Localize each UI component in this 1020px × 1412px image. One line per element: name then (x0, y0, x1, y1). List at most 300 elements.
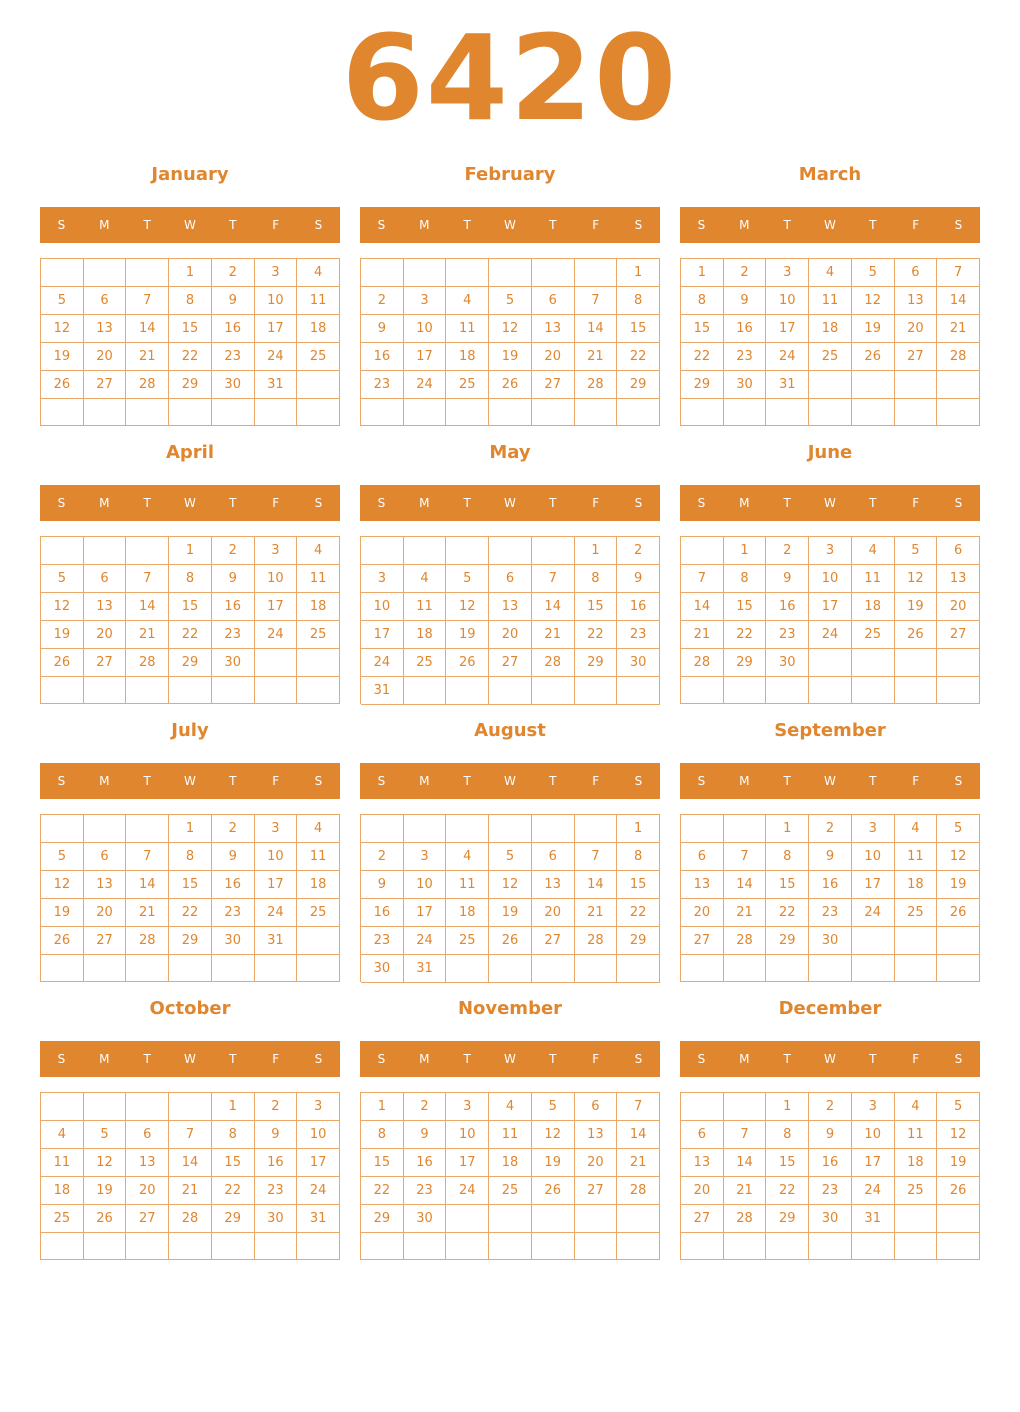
weekday-label: T (143, 218, 151, 232)
day-cell: 15 (169, 871, 212, 899)
day-cell: 8 (361, 1121, 404, 1149)
empty-cell (126, 259, 169, 287)
day-cell: 17 (766, 315, 809, 343)
day-cell: 27 (84, 371, 127, 399)
empty-cell (212, 955, 255, 982)
day-cell: 19 (489, 899, 532, 927)
empty-cell (766, 955, 809, 982)
empty-cell (169, 677, 212, 704)
empty-cell (681, 1233, 724, 1260)
weekday-label: F (912, 774, 920, 788)
day-cell: 22 (766, 1177, 809, 1205)
day-cell: 3 (766, 259, 809, 287)
day-cell: 2 (255, 1093, 298, 1121)
day-cell: 17 (809, 593, 852, 621)
month-name: February (464, 164, 556, 185)
day-cell: 19 (852, 315, 895, 343)
empty-cell (489, 537, 532, 565)
day-cell: 5 (937, 1093, 980, 1121)
day-grid (680, 814, 980, 982)
day-cell: 9 (809, 843, 852, 871)
day-cell: 13 (681, 871, 724, 899)
day-cell: 19 (84, 1177, 127, 1205)
day-cell: 27 (895, 343, 938, 371)
day-cell: 7 (724, 1121, 767, 1149)
day-cell: 6 (575, 1093, 618, 1121)
day-cell: 28 (169, 1205, 212, 1233)
weekday-label: T (229, 496, 237, 510)
day-cell: 28 (126, 927, 169, 955)
weekday-label: T (783, 218, 791, 232)
day-cell: 15 (169, 593, 212, 621)
weekday-header (680, 1041, 980, 1077)
month-name: January (151, 164, 229, 185)
weekday-label: S (314, 218, 323, 232)
day-cell: 28 (126, 371, 169, 399)
day-cell: 15 (361, 1149, 404, 1177)
day-cell: 20 (532, 899, 575, 927)
day-cell: 25 (41, 1205, 84, 1233)
day-cell: 14 (126, 871, 169, 899)
day-cell: 1 (169, 259, 212, 287)
day-cell: 3 (852, 815, 895, 843)
day-cell: 25 (852, 621, 895, 649)
weekday-label: M (739, 218, 750, 232)
day-cell: 15 (766, 1149, 809, 1177)
day-cell: 26 (532, 1177, 575, 1205)
weekday-label: S (954, 218, 963, 232)
day-cell: 24 (255, 621, 298, 649)
day-cell: 26 (937, 1177, 980, 1205)
day-cell: 13 (575, 1121, 618, 1149)
day-cell: 2 (212, 815, 255, 843)
day-cell: 2 (361, 843, 404, 871)
weekday-label: S (697, 496, 706, 510)
weekday-label: T (549, 774, 557, 788)
empty-cell (895, 677, 938, 704)
weekday-label: S (954, 1052, 963, 1066)
weekday-label: F (272, 218, 280, 232)
day-cell: 26 (41, 649, 84, 677)
day-cell: 15 (575, 593, 618, 621)
empty-cell (575, 677, 618, 705)
empty-cell (489, 955, 532, 983)
weekday-label: S (697, 774, 706, 788)
empty-cell (766, 677, 809, 704)
day-cell: 21 (169, 1177, 212, 1205)
weekday-label: M (419, 774, 430, 788)
day-cell: 29 (617, 927, 660, 955)
weekday-label: T (869, 496, 877, 510)
day-cell: 18 (852, 593, 895, 621)
empty-cell (852, 677, 895, 704)
weekday-label: S (954, 774, 963, 788)
weekday-label: W (824, 218, 836, 232)
weekday-label: S (697, 1052, 706, 1066)
empty-cell (724, 1093, 767, 1121)
day-cell: 15 (169, 315, 212, 343)
empty-cell (937, 371, 980, 399)
day-cell: 3 (446, 1093, 489, 1121)
day-cell: 1 (361, 1093, 404, 1121)
empty-cell (404, 259, 447, 287)
weekday-label: W (824, 1052, 836, 1066)
empty-cell (84, 1093, 127, 1121)
empty-cell (255, 649, 298, 677)
day-cell: 27 (532, 927, 575, 955)
empty-cell (212, 399, 255, 426)
day-cell: 30 (809, 927, 852, 955)
day-cell: 9 (404, 1121, 447, 1149)
weekday-label: S (314, 774, 323, 788)
day-cell: 16 (617, 593, 660, 621)
day-cell: 22 (766, 899, 809, 927)
day-cell: 18 (297, 871, 340, 899)
day-cell: 9 (255, 1121, 298, 1149)
day-cell: 12 (41, 315, 84, 343)
day-cell: 25 (895, 1177, 938, 1205)
empty-cell (575, 1205, 618, 1233)
day-cell: 12 (84, 1149, 127, 1177)
empty-cell (681, 955, 724, 982)
empty-cell (212, 677, 255, 704)
weekday-label: T (869, 218, 877, 232)
empty-cell (255, 677, 298, 704)
day-grid (40, 536, 340, 704)
day-cell: 10 (404, 871, 447, 899)
weekday-header (40, 485, 340, 521)
day-cell: 8 (766, 1121, 809, 1149)
weekday-label: W (504, 1052, 516, 1066)
empty-cell (532, 259, 575, 287)
weekday-label: S (314, 1052, 323, 1066)
weekday-label: W (184, 218, 196, 232)
day-cell: 31 (361, 677, 404, 705)
empty-cell (446, 1233, 489, 1260)
empty-cell (404, 677, 447, 705)
day-cell: 4 (852, 537, 895, 565)
day-cell: 7 (937, 259, 980, 287)
weekday-label: W (184, 1052, 196, 1066)
weekday-label: F (592, 496, 600, 510)
empty-cell (84, 677, 127, 704)
weekday-label: S (377, 218, 386, 232)
empty-cell (489, 677, 532, 705)
day-cell: 4 (297, 537, 340, 565)
day-cell: 4 (895, 1093, 938, 1121)
month-name: June (807, 442, 853, 463)
day-cell: 26 (84, 1205, 127, 1233)
day-cell: 29 (575, 649, 618, 677)
day-cell: 16 (809, 1149, 852, 1177)
weekday-label: F (592, 218, 600, 232)
day-cell: 22 (617, 899, 660, 927)
empty-cell (489, 1233, 532, 1260)
day-cell: 14 (532, 593, 575, 621)
day-cell: 17 (404, 343, 447, 371)
day-cell: 25 (895, 899, 938, 927)
day-cell: 28 (724, 1205, 767, 1233)
empty-cell (809, 955, 852, 982)
day-cell: 12 (489, 871, 532, 899)
day-cell: 15 (724, 593, 767, 621)
empty-cell (446, 259, 489, 287)
day-cell: 15 (617, 315, 660, 343)
day-cell: 9 (212, 565, 255, 593)
day-cell: 18 (489, 1149, 532, 1177)
day-cell: 24 (809, 621, 852, 649)
day-cell: 30 (766, 649, 809, 677)
day-cell: 6 (681, 843, 724, 871)
day-cell: 3 (255, 537, 298, 565)
day-cell: 21 (681, 621, 724, 649)
empty-cell (126, 815, 169, 843)
weekday-label: T (549, 1052, 557, 1066)
weekday-label: F (272, 774, 280, 788)
weekday-header (360, 485, 660, 521)
day-cell: 11 (297, 843, 340, 871)
day-cell: 26 (852, 343, 895, 371)
day-cell: 29 (169, 371, 212, 399)
day-cell: 16 (361, 343, 404, 371)
empty-cell (809, 677, 852, 704)
day-cell: 7 (617, 1093, 660, 1121)
day-cell: 23 (809, 899, 852, 927)
day-cell: 24 (361, 649, 404, 677)
empty-cell (575, 1233, 618, 1260)
weekday-label: S (377, 1052, 386, 1066)
day-cell: 7 (126, 287, 169, 315)
weekday-label: W (824, 774, 836, 788)
weekday-label: S (377, 774, 386, 788)
weekday-header (360, 1041, 660, 1077)
weekday-label: T (463, 1052, 471, 1066)
empty-cell (126, 677, 169, 704)
day-cell: 2 (766, 537, 809, 565)
weekday-label: T (463, 218, 471, 232)
day-cell: 9 (724, 287, 767, 315)
empty-cell (895, 649, 938, 677)
month-name: May (489, 442, 531, 463)
weekday-label: S (57, 1052, 66, 1066)
empty-cell (41, 259, 84, 287)
empty-cell (766, 399, 809, 426)
weekday-label: S (954, 496, 963, 510)
day-cell: 12 (41, 871, 84, 899)
weekday-label: M (739, 496, 750, 510)
day-cell: 21 (575, 343, 618, 371)
day-cell: 25 (297, 899, 340, 927)
day-cell: 23 (212, 343, 255, 371)
day-cell: 14 (575, 315, 618, 343)
day-cell: 10 (297, 1121, 340, 1149)
day-cell: 10 (255, 565, 298, 593)
day-cell: 27 (84, 649, 127, 677)
day-cell: 21 (126, 899, 169, 927)
empty-cell (852, 371, 895, 399)
day-cell: 10 (255, 287, 298, 315)
empty-cell (297, 1233, 340, 1260)
day-cell: 28 (724, 927, 767, 955)
day-cell: 22 (169, 621, 212, 649)
empty-cell (617, 955, 660, 983)
day-cell: 1 (169, 537, 212, 565)
day-cell: 14 (169, 1149, 212, 1177)
day-cell: 3 (852, 1093, 895, 1121)
empty-cell (895, 955, 938, 982)
day-cell: 27 (575, 1177, 618, 1205)
day-cell: 2 (724, 259, 767, 287)
day-cell: 8 (724, 565, 767, 593)
day-cell: 25 (446, 927, 489, 955)
day-cell: 19 (446, 621, 489, 649)
weekday-label: F (912, 1052, 920, 1066)
day-cell: 21 (126, 621, 169, 649)
empty-cell (937, 649, 980, 677)
day-cell: 23 (361, 371, 404, 399)
day-grid (680, 536, 980, 704)
day-cell: 11 (404, 593, 447, 621)
day-cell: 5 (489, 287, 532, 315)
day-cell: 28 (575, 927, 618, 955)
weekday-label: F (912, 218, 920, 232)
empty-cell (575, 259, 618, 287)
day-cell: 27 (126, 1205, 169, 1233)
day-cell: 22 (724, 621, 767, 649)
day-cell: 10 (404, 315, 447, 343)
empty-cell (84, 1233, 127, 1260)
weekday-header (360, 763, 660, 799)
weekday-label: F (592, 1052, 600, 1066)
empty-cell (255, 399, 298, 426)
empty-cell (126, 1233, 169, 1260)
day-cell: 1 (724, 537, 767, 565)
day-cell: 7 (169, 1121, 212, 1149)
day-cell: 4 (297, 259, 340, 287)
weekday-header (40, 1041, 340, 1077)
empty-cell (297, 371, 340, 399)
day-cell: 8 (617, 843, 660, 871)
day-cell: 21 (575, 899, 618, 927)
empty-cell (84, 399, 127, 426)
day-cell: 25 (297, 343, 340, 371)
day-cell: 1 (766, 1093, 809, 1121)
empty-cell (617, 677, 660, 705)
day-cell: 31 (255, 927, 298, 955)
day-cell: 7 (532, 565, 575, 593)
day-cell: 30 (617, 649, 660, 677)
empty-cell (852, 649, 895, 677)
day-cell: 25 (809, 343, 852, 371)
day-cell: 22 (617, 343, 660, 371)
empty-cell (532, 399, 575, 426)
day-cell: 5 (937, 815, 980, 843)
empty-cell (617, 399, 660, 426)
empty-cell (255, 1233, 298, 1260)
day-grid (40, 1092, 340, 1260)
empty-cell (681, 677, 724, 704)
empty-cell (575, 815, 618, 843)
day-cell: 8 (681, 287, 724, 315)
day-cell: 9 (766, 565, 809, 593)
day-cell: 22 (361, 1177, 404, 1205)
empty-cell (446, 399, 489, 426)
day-cell: 24 (255, 899, 298, 927)
day-cell: 25 (404, 649, 447, 677)
empty-cell (255, 955, 298, 982)
day-cell: 27 (532, 371, 575, 399)
day-cell: 20 (84, 621, 127, 649)
day-cell: 13 (489, 593, 532, 621)
weekday-label: M (99, 218, 110, 232)
empty-cell (895, 1205, 938, 1233)
day-cell: 19 (489, 343, 532, 371)
empty-cell (41, 399, 84, 426)
month-name: August (474, 720, 546, 741)
empty-cell (126, 537, 169, 565)
day-cell: 24 (297, 1177, 340, 1205)
day-cell: 20 (84, 343, 127, 371)
weekday-label: M (739, 1052, 750, 1066)
weekday-label: S (57, 218, 66, 232)
day-cell: 8 (575, 565, 618, 593)
day-cell: 18 (297, 315, 340, 343)
day-cell: 6 (84, 565, 127, 593)
empty-cell (126, 955, 169, 982)
day-cell: 6 (937, 537, 980, 565)
day-cell: 23 (404, 1177, 447, 1205)
day-cell: 26 (937, 899, 980, 927)
day-cell: 10 (446, 1121, 489, 1149)
day-cell: 13 (84, 593, 127, 621)
empty-cell (404, 815, 447, 843)
empty-cell (126, 1093, 169, 1121)
day-grid (680, 258, 980, 426)
empty-cell (766, 1233, 809, 1260)
empty-cell (937, 955, 980, 982)
day-cell: 30 (724, 371, 767, 399)
day-cell: 13 (937, 565, 980, 593)
empty-cell (937, 399, 980, 426)
day-cell: 29 (617, 371, 660, 399)
day-cell: 30 (404, 1205, 447, 1233)
day-cell: 7 (575, 843, 618, 871)
empty-cell (852, 927, 895, 955)
weekday-label: F (912, 496, 920, 510)
day-grid (360, 814, 660, 982)
day-cell: 19 (937, 871, 980, 899)
weekday-label: F (272, 496, 280, 510)
weekday-label: F (272, 1052, 280, 1066)
day-cell: 28 (126, 649, 169, 677)
empty-cell (169, 1233, 212, 1260)
day-cell: 26 (489, 371, 532, 399)
day-cell: 11 (446, 871, 489, 899)
empty-cell (937, 1205, 980, 1233)
empty-cell (41, 537, 84, 565)
day-cell: 6 (126, 1121, 169, 1149)
day-cell: 11 (809, 287, 852, 315)
weekday-label: W (504, 496, 516, 510)
day-cell: 2 (404, 1093, 447, 1121)
month-name: October (149, 998, 231, 1019)
day-cell: 10 (255, 843, 298, 871)
day-cell: 17 (255, 871, 298, 899)
day-cell: 21 (532, 621, 575, 649)
day-cell: 24 (852, 899, 895, 927)
day-cell: 11 (895, 1121, 938, 1149)
weekday-label: S (57, 774, 66, 788)
